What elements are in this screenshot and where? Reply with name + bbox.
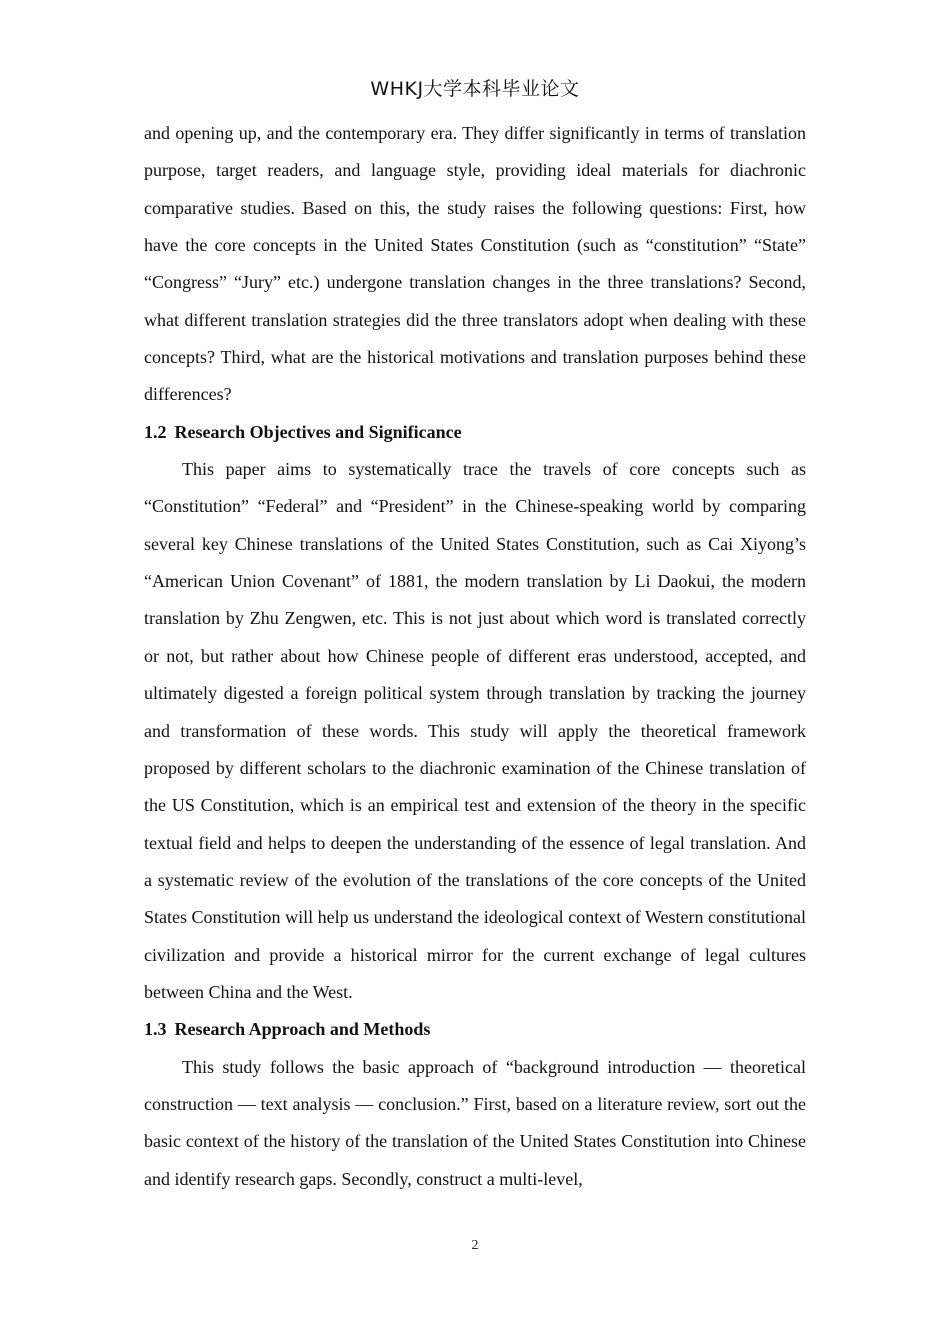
section-1-2-paragraph: This paper aims to systematically trace the travels of core concepts such as “Constitution” “Federal” and “President” in the Chinese-speaking world by comparing several key Chinese translations of the United States Constitution, such as Cai Xiyong’s “American Union Covenant” of 1881, the modern translation by Li Daokui, the modern translation by Zhu Zengwen, etc. This is not just about which word is translated correctly or not, but rather about how Chinese people of different eras understood, accepted, and ultimately digested a foreign political system through translation by tracking the journey and transformation of these words. This study will apply the theoretical framework proposed by different scholars to the diachronic examination of the Chinese translation of the US Constitution, which is an empirical test and extension of the theory in the specific textual field and helps to deepen the understanding of the essence of legal translation. And a systematic review of the evolution of the translations of the core concepts of the United States Constitution will help us understand the ideological context of Western constitutional civilization and provide a historical mirror for the current exchange of legal cultures between China and the West. — [144, 459, 806, 1002]
section-heading-1-3 — [144, 1011, 806, 1048]
section-number: 1.2 — [144, 421, 167, 442]
intro-paragraph: and opening up, and the contemporary era. They differ significantly in terms of translation purpose, target readers, and language style, providing ideal materials for diachronic comparative studies. Based on this, the study raises the following questions: First, how have the core concepts in the United States Constitution (such as “constitution” “State” “Congress” “Jury” etc.) undergone translation changes in the three translations? Second, what different translation strategies did the three translators adopt when dealing with these concepts? Third, what are the historical motivations and translation purposes behind these differences? — [144, 123, 806, 405]
section-title: Research Approach and Methods — [174, 1019, 431, 1040]
page-body — [144, 115, 806, 1198]
section-number: 1.3 — [144, 1019, 167, 1040]
running-header: WHKJ大学本科毕业论文 — [370, 78, 580, 100]
section-1-3-paragraph: This study follows the basic approach of “background introduction — theoretical construction — text analysis — conclusion.” First, based on a literature review, sort out the basic context of the history of the translation of the United States Constitution into Chinese and identify research gaps. Secondly, construct a multi-level, — [144, 1056, 806, 1189]
section-heading-1-2 — [144, 414, 806, 451]
section-title: Research Objectives and Significance — [174, 421, 462, 442]
page-number: 2 — [471, 1238, 479, 1253]
